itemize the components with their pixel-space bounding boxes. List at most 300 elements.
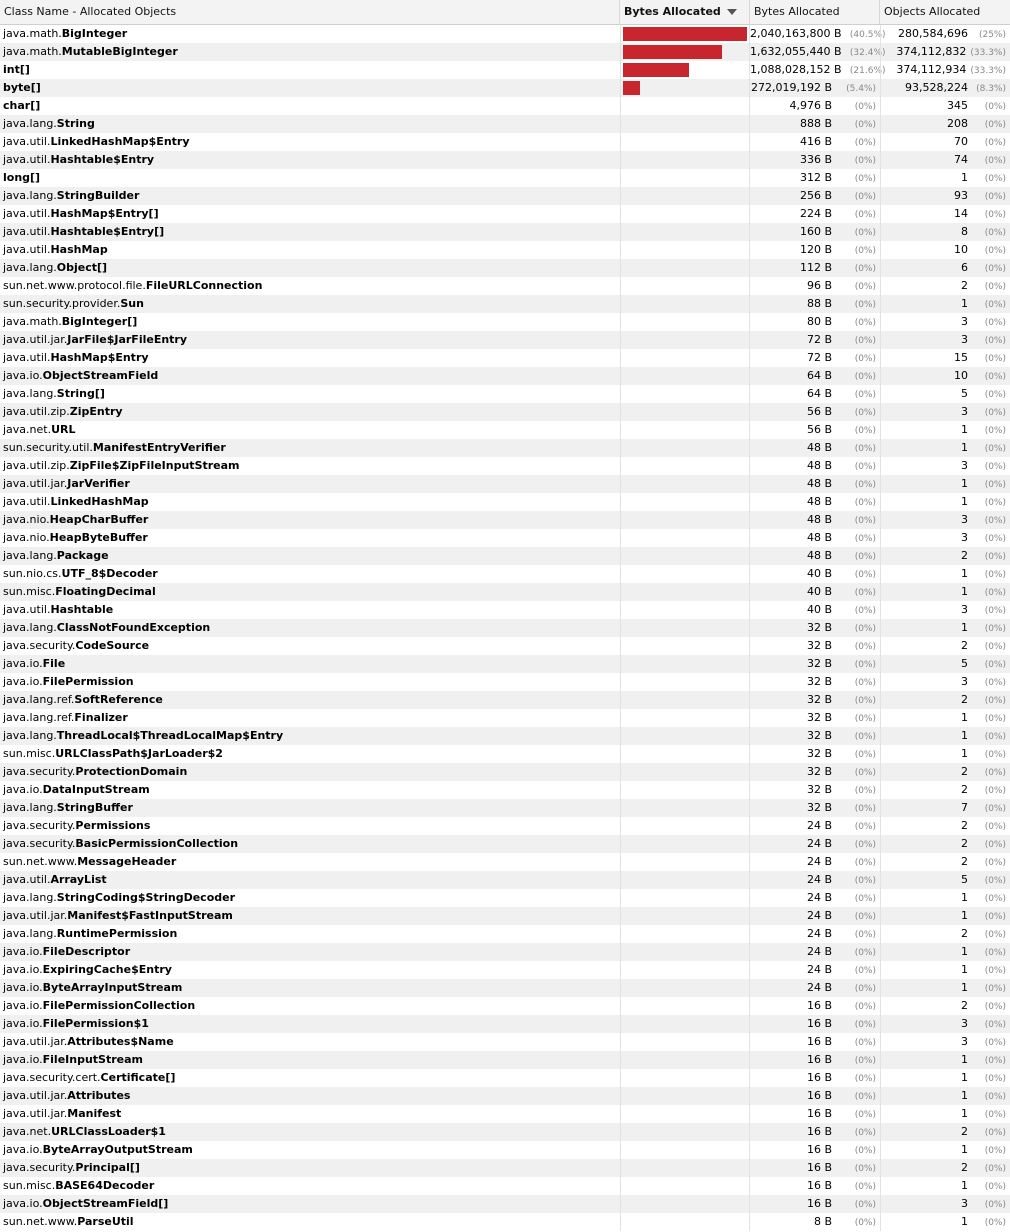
package-name: java.io.: [3, 945, 43, 958]
class-name-cell: [0, 529, 620, 547]
bytes-bar-cell: [620, 799, 750, 817]
bytes-bar-cell: [620, 493, 750, 511]
table-row[interactable]: [0, 295, 1010, 313]
objects-allocated-cell: [880, 655, 1010, 673]
table-row[interactable]: [0, 601, 1010, 619]
bytes-value: 32 B: [806, 711, 832, 724]
bytes-value: 1,088,028,152 B: [750, 63, 842, 76]
objects-allocated-cell: [880, 1195, 1010, 1213]
objects-value: 3: [961, 1197, 968, 1210]
objects-allocated-cell: [880, 169, 1010, 187]
bytes-percent: (0%): [854, 750, 876, 760]
table-row[interactable]: [0, 655, 1010, 673]
bytes-bar-cell: [620, 655, 750, 673]
objects-allocated-cell: [880, 133, 1010, 151]
bytes-allocated-cell: [750, 655, 880, 673]
class-name: ByteArrayInputStream: [42, 981, 183, 994]
table-row[interactable]: [0, 421, 1010, 439]
bytes-bar-cell: [620, 421, 750, 439]
column-header-objects-allocated[interactable]: [880, 0, 1010, 24]
objects-allocated-cell: [880, 601, 1010, 619]
bytes-value: 24 B: [806, 819, 832, 832]
bytes-percent: (0%): [854, 1038, 876, 1048]
table-row[interactable]: [0, 529, 1010, 547]
class-name-cell: [0, 691, 620, 709]
bytes-value: 256 B: [799, 189, 832, 202]
table-row[interactable]: [0, 547, 1010, 565]
class-name: StringBuffer: [56, 801, 133, 814]
objects-allocated-cell: [880, 961, 1010, 979]
table-body: [0, 25, 1010, 1231]
package-name: java.lang.ref.: [3, 711, 75, 724]
column-header-bytes-allocated-bar[interactable]: [620, 0, 750, 24]
bytes-percent: (0%): [854, 138, 876, 148]
class-name: HashMap$Entry[]: [50, 207, 159, 220]
bytes-percent: (0%): [854, 210, 876, 220]
table-row[interactable]: [0, 259, 1010, 277]
bytes-value: 32 B: [806, 783, 832, 796]
bytes-percent: (0%): [854, 336, 876, 346]
class-name: ZipEntry: [69, 405, 123, 418]
table-row[interactable]: [0, 97, 1010, 115]
table-row[interactable]: [0, 151, 1010, 169]
bytes-percent: (32.4%): [849, 48, 886, 58]
bytes-percent: (0%): [854, 498, 876, 508]
bytes-allocated-cell: [750, 889, 880, 907]
bytes-percent: (0%): [854, 264, 876, 274]
class-name: MutableBigInteger: [61, 45, 178, 58]
objects-percent: (0%): [984, 840, 1006, 850]
package-name: java.util.: [3, 135, 51, 148]
objects-percent: (0%): [984, 462, 1006, 472]
package-name: java.util.: [3, 225, 51, 238]
table-row[interactable]: [0, 1159, 1010, 1177]
class-name-cell: [0, 511, 620, 529]
class-name: Hashtable$Entry: [50, 153, 155, 166]
objects-percent: (33.3%): [970, 66, 1006, 76]
bytes-allocated-cell: [750, 547, 880, 565]
objects-percent: (0%): [984, 570, 1006, 580]
class-name: Certificate[]: [100, 1071, 176, 1084]
table-row[interactable]: [0, 907, 1010, 925]
package-name: sun.net.www.: [3, 1215, 78, 1228]
objects-percent: (0%): [984, 1146, 1006, 1156]
objects-allocated-cell: [880, 673, 1010, 691]
class-name-cell: [0, 115, 620, 133]
bytes-allocated-cell: [750, 727, 880, 745]
bytes-value: 32 B: [806, 639, 832, 652]
objects-allocated-cell: [880, 241, 1010, 259]
table-row[interactable]: [0, 367, 1010, 385]
bytes-allocated-cell: [750, 1213, 880, 1231]
bytes-bar-cell: [620, 475, 750, 493]
objects-percent: (0%): [984, 696, 1006, 706]
objects-value: 1: [961, 621, 968, 634]
table-row[interactable]: [0, 25, 1010, 43]
bytes-bar-cell: [620, 511, 750, 529]
objects-value: 1: [961, 1215, 968, 1228]
table-row[interactable]: [0, 835, 1010, 853]
bytes-percent: (0%): [854, 1128, 876, 1138]
objects-percent: (0%): [984, 660, 1006, 670]
package-name: java.util.: [3, 351, 51, 364]
objects-value: 2: [961, 1125, 968, 1138]
table-row[interactable]: [0, 1105, 1010, 1123]
table-row[interactable]: [0, 763, 1010, 781]
bytes-percent: (0%): [854, 1164, 876, 1174]
bytes-allocated-cell: [750, 403, 880, 421]
class-name: BasicPermissionCollection: [75, 837, 239, 850]
objects-allocated-cell: [880, 745, 1010, 763]
bytes-percent: (0%): [854, 606, 876, 616]
objects-allocated-cell: [880, 295, 1010, 313]
bytes-bar-cell: [620, 151, 750, 169]
bytes-value: 4,976 B: [789, 99, 832, 112]
table-row[interactable]: [0, 475, 1010, 493]
bytes-value: 2,040,163,800 B: [750, 27, 842, 40]
bytes-allocated-cell: [750, 223, 880, 241]
table-row[interactable]: [0, 961, 1010, 979]
package-name: java.util.: [3, 873, 51, 886]
class-name-cell: [0, 1051, 620, 1069]
package-name: java.net.: [3, 423, 52, 436]
table-row[interactable]: [0, 169, 1010, 187]
table-row[interactable]: [0, 439, 1010, 457]
table-row[interactable]: [0, 511, 1010, 529]
objects-percent: (0%): [984, 1092, 1006, 1102]
package-name: java.net.: [3, 1125, 52, 1138]
objects-allocated-cell: [880, 619, 1010, 637]
bytes-allocated-cell: [750, 385, 880, 403]
bytes-bar-cell: [620, 349, 750, 367]
objects-value: 1: [961, 567, 968, 580]
class-name: byte[]: [3, 81, 41, 94]
bytes-percent: (0%): [854, 426, 876, 436]
bytes-bar-cell: [620, 133, 750, 151]
table-row[interactable]: [0, 61, 1010, 79]
table-row[interactable]: [0, 619, 1010, 637]
bytes-percent: (0%): [854, 246, 876, 256]
bytes-bar-cell: [620, 1051, 750, 1069]
bytes-allocated-cell: [750, 1141, 880, 1159]
objects-percent: (0%): [984, 318, 1006, 328]
table-row[interactable]: [0, 385, 1010, 403]
objects-allocated-cell: [880, 709, 1010, 727]
objects-percent: (0%): [984, 1110, 1006, 1120]
objects-allocated-cell: [880, 349, 1010, 367]
bytes-allocated-cell: [750, 1195, 880, 1213]
bytes-value: 24 B: [806, 945, 832, 958]
bytes-percent: (0%): [854, 588, 876, 598]
table-row[interactable]: [0, 187, 1010, 205]
objects-value: 374,112,934: [896, 63, 967, 76]
objects-percent: (0%): [984, 534, 1006, 544]
bytes-value: 8 B: [813, 1215, 832, 1228]
table-row[interactable]: [0, 853, 1010, 871]
class-name: Manifest$FastInputStream: [67, 909, 233, 922]
bytes-bar-cell: [620, 259, 750, 277]
objects-percent: (0%): [984, 732, 1006, 742]
bytes-percent: (0%): [854, 984, 876, 994]
bytes-value: 24 B: [806, 909, 832, 922]
table-row[interactable]: [0, 727, 1010, 745]
class-name-cell: [0, 763, 620, 781]
package-name: java.nio.: [3, 513, 50, 526]
class-name-cell: [0, 979, 620, 997]
table-row[interactable]: [0, 871, 1010, 889]
objects-value: 3: [961, 405, 968, 418]
class-name: String: [56, 117, 95, 130]
objects-percent: (0%): [984, 138, 1006, 148]
table-row[interactable]: [0, 745, 1010, 763]
objects-allocated-cell: [880, 1159, 1010, 1177]
bytes-bar-cell: [620, 835, 750, 853]
bytes-value: 32 B: [806, 729, 832, 742]
table-row[interactable]: [0, 43, 1010, 61]
bytes-allocated-cell: [750, 331, 880, 349]
table-row[interactable]: [0, 1141, 1010, 1159]
package-name: java.lang.: [3, 189, 57, 202]
bytes-value: 16 B: [806, 1125, 832, 1138]
objects-value: 15: [954, 351, 968, 364]
objects-value: 1: [961, 297, 968, 310]
objects-allocated-cell: [880, 1213, 1010, 1231]
bytes-allocated-cell: [750, 1069, 880, 1087]
objects-allocated-cell: [880, 889, 1010, 907]
package-name: sun.misc.: [3, 1179, 56, 1192]
bytes-bar-cell: [620, 853, 750, 871]
bytes-value: 64 B: [806, 369, 832, 382]
objects-value: 5: [961, 387, 968, 400]
bytes-percent: (0%): [854, 354, 876, 364]
objects-value: 1: [961, 963, 968, 976]
table-row[interactable]: [0, 1069, 1010, 1087]
class-name: Principal[]: [75, 1161, 140, 1174]
bytes-value: 48 B: [806, 549, 832, 562]
objects-percent: (0%): [984, 408, 1006, 418]
objects-value: 2: [961, 1161, 968, 1174]
class-name: FilePermission$1: [42, 1017, 149, 1030]
table-row[interactable]: [0, 637, 1010, 655]
bytes-percent: (0%): [854, 1146, 876, 1156]
bytes-bar-cell: [620, 1123, 750, 1141]
objects-percent: (0%): [984, 102, 1006, 112]
bytes-allocated-cell: [750, 637, 880, 655]
table-row[interactable]: [0, 205, 1010, 223]
objects-allocated-cell: [880, 79, 1010, 97]
bytes-bar-cell: [620, 943, 750, 961]
class-name-cell: [0, 1015, 620, 1033]
table-row[interactable]: [0, 277, 1010, 295]
table-row[interactable]: [0, 691, 1010, 709]
sort-descending-icon: [727, 9, 737, 15]
bytes-bar: [623, 81, 640, 95]
table-row[interactable]: [0, 1051, 1010, 1069]
class-name-cell: [0, 817, 620, 835]
objects-value: 3: [961, 315, 968, 328]
bytes-value: 336 B: [799, 153, 832, 166]
objects-allocated-cell: [880, 403, 1010, 421]
bytes-bar-cell: [620, 961, 750, 979]
column-header-bytes-allocated[interactable]: [750, 0, 880, 24]
bytes-bar-cell: [620, 979, 750, 997]
objects-percent: (0%): [984, 156, 1006, 166]
objects-allocated-cell: [880, 205, 1010, 223]
class-name-cell: [0, 637, 620, 655]
bytes-value: 160 B: [799, 225, 832, 238]
objects-value: 2: [961, 765, 968, 778]
table-row[interactable]: [0, 115, 1010, 133]
objects-allocated-cell: [880, 223, 1010, 241]
column-header-label: Bytes Allocated: [754, 5, 840, 18]
table-row[interactable]: [0, 1213, 1010, 1231]
table-row[interactable]: [0, 799, 1010, 817]
table-row[interactable]: [0, 493, 1010, 511]
table-row[interactable]: [0, 241, 1010, 259]
table-row[interactable]: [0, 403, 1010, 421]
bytes-allocated-cell: [750, 79, 880, 97]
class-name: MessageHeader: [77, 855, 177, 868]
table-row[interactable]: [0, 1087, 1010, 1105]
class-name-cell: [0, 889, 620, 907]
table-row[interactable]: [0, 781, 1010, 799]
objects-allocated-cell: [880, 151, 1010, 169]
table-row[interactable]: [0, 1177, 1010, 1195]
class-name: Manifest: [67, 1107, 122, 1120]
bytes-value: 16 B: [806, 1179, 832, 1192]
table-row[interactable]: [0, 997, 1010, 1015]
column-header-class-name[interactable]: [0, 0, 620, 24]
bytes-percent: (0%): [854, 786, 876, 796]
table-row[interactable]: [0, 331, 1010, 349]
table-row[interactable]: [0, 889, 1010, 907]
class-name: ParseUtil: [77, 1215, 134, 1228]
table-row[interactable]: [0, 1195, 1010, 1213]
bytes-value: 32 B: [806, 747, 832, 760]
objects-allocated-cell: [880, 421, 1010, 439]
package-name: java.io.: [3, 783, 43, 796]
table-row[interactable]: [0, 583, 1010, 601]
table-row[interactable]: [0, 1033, 1010, 1051]
bytes-bar-cell: [620, 1033, 750, 1051]
table-row[interactable]: [0, 133, 1010, 151]
bytes-bar-cell: [620, 727, 750, 745]
class-name-cell: [0, 151, 620, 169]
bytes-value: 40 B: [806, 567, 832, 580]
objects-percent: (0%): [984, 768, 1006, 778]
package-name: java.util.: [3, 153, 51, 166]
package-name: java.lang.: [3, 621, 57, 634]
class-name: FloatingDecimal: [55, 585, 156, 598]
table-row[interactable]: [0, 349, 1010, 367]
objects-percent: (0%): [984, 750, 1006, 760]
class-name-cell: [0, 493, 620, 511]
package-name: java.io.: [3, 963, 43, 976]
bytes-allocated-cell: [750, 1087, 880, 1105]
objects-allocated-cell: [880, 1051, 1010, 1069]
bytes-bar-cell: [620, 1159, 750, 1177]
table-row[interactable]: [0, 709, 1010, 727]
bytes-allocated-cell: [750, 1159, 880, 1177]
objects-value: 3: [961, 459, 968, 472]
bytes-value: 88 B: [806, 297, 832, 310]
class-name: Package: [56, 549, 109, 562]
class-name: ExpiringCache$Entry: [42, 963, 172, 976]
table-row[interactable]: [0, 673, 1010, 691]
class-name: BigInteger: [61, 27, 128, 40]
table-row[interactable]: [0, 313, 1010, 331]
class-name: ProtectionDomain: [75, 765, 188, 778]
bytes-allocated-cell: [750, 241, 880, 259]
bytes-allocated-cell: [750, 133, 880, 151]
bytes-percent: (0%): [854, 480, 876, 490]
objects-value: 5: [961, 657, 968, 670]
objects-allocated-cell: [880, 853, 1010, 871]
class-name-cell: [0, 241, 620, 259]
table-row[interactable]: [0, 457, 1010, 475]
class-name-cell: [0, 673, 620, 691]
objects-value: 2: [961, 693, 968, 706]
class-name-cell: [0, 1141, 620, 1159]
bytes-bar-cell: [620, 1177, 750, 1195]
package-name: java.lang.: [3, 261, 57, 274]
bytes-percent: (0%): [854, 642, 876, 652]
class-name-cell: [0, 619, 620, 637]
objects-value: 1: [961, 585, 968, 598]
bytes-percent: (0%): [854, 462, 876, 472]
table-row[interactable]: [0, 817, 1010, 835]
class-name: BASE64Decoder: [55, 1179, 155, 1192]
package-name: java.util.zip.: [3, 405, 70, 418]
bytes-allocated-cell: [750, 763, 880, 781]
bytes-value: 80 B: [806, 315, 832, 328]
class-name: ArrayList: [50, 873, 107, 886]
table-row[interactable]: [0, 223, 1010, 241]
table-row[interactable]: [0, 943, 1010, 961]
objects-allocated-cell: [880, 367, 1010, 385]
table-row[interactable]: [0, 1015, 1010, 1033]
bytes-value: 1,632,055,440 B: [750, 45, 842, 58]
bytes-percent: (0%): [854, 408, 876, 418]
class-name-cell: [0, 223, 620, 241]
objects-percent: (0%): [984, 1002, 1006, 1012]
bytes-allocated-cell: [750, 601, 880, 619]
package-name: java.lang.: [3, 729, 57, 742]
bytes-bar-cell: [620, 457, 750, 475]
class-name: BigInteger[]: [61, 315, 138, 328]
bytes-bar-cell: [620, 583, 750, 601]
objects-percent: (8.3%): [976, 84, 1006, 94]
bytes-bar-cell: [620, 529, 750, 547]
bytes-value: 112 B: [799, 261, 832, 274]
class-name: SoftReference: [74, 693, 163, 706]
table-row[interactable]: [0, 979, 1010, 997]
bytes-value: 64 B: [806, 387, 832, 400]
bytes-value: 16 B: [806, 999, 832, 1012]
objects-percent: (0%): [984, 858, 1006, 868]
bytes-value: 48 B: [806, 495, 832, 508]
table-row[interactable]: [0, 1123, 1010, 1141]
objects-allocated-cell: [880, 25, 1010, 43]
bytes-allocated-cell: [750, 781, 880, 799]
table-row[interactable]: [0, 565, 1010, 583]
table-row[interactable]: [0, 925, 1010, 943]
objects-allocated-cell: [880, 493, 1010, 511]
objects-percent: (0%): [984, 282, 1006, 292]
bytes-bar-cell: [620, 97, 750, 115]
table-row[interactable]: [0, 79, 1010, 97]
objects-value: 2: [961, 837, 968, 850]
